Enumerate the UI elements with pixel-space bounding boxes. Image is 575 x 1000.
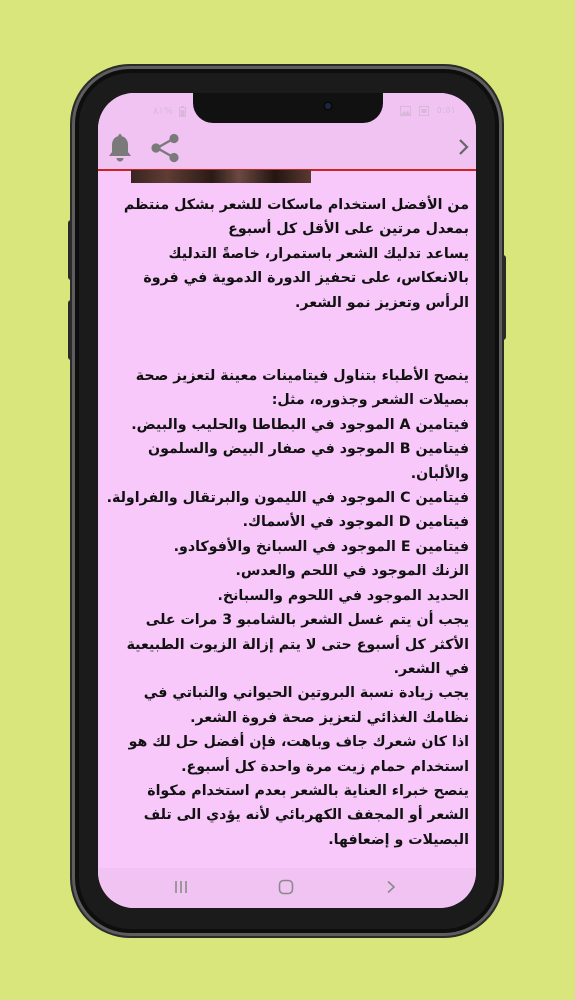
article-line: فيتامين B الموجود في صفار البيض والسلمون والألبان. bbox=[148, 441, 469, 482]
status-right bbox=[400, 105, 456, 116]
article-line: فيتامين C الموجود في الليمون والبرتقال والفراولة. bbox=[106, 490, 469, 507]
back-icon[interactable] bbox=[385, 880, 397, 894]
article-line: فيتامين E الموجود في السبانخ والأفوكادو. bbox=[173, 538, 469, 555]
notch bbox=[193, 93, 383, 123]
article-line: ينصح خبراء العناية بالشعر بعدم استخدام مكواة الشعر أو المجفف الكهربائي لأنه يؤدي الى تلف البصيلات و إضعافها. bbox=[143, 782, 469, 848]
battery-icon bbox=[179, 106, 186, 117]
chevron-right-icon[interactable] bbox=[456, 137, 470, 157]
article-image bbox=[131, 170, 311, 183]
recent-apps-icon[interactable] bbox=[174, 880, 188, 894]
home-icon[interactable] bbox=[278, 879, 294, 895]
system-nav-bar bbox=[98, 868, 476, 908]
article-line: فيتامين A الموجود في البطاطا والحليب والبيض. bbox=[131, 416, 469, 433]
article-line: فيتامين D الموجود في الأسماك. bbox=[242, 514, 469, 531]
article-line: الحديد الموجود في اللحوم والسبانخ. bbox=[217, 587, 469, 604]
article-line: اذا كان شعرك جاف وباهت، فإن أفضل حل لك هو استخدام حمام زيت مرة واحدة كل أسبوع. bbox=[128, 734, 469, 775]
article-line: يساعد تدليك الشعر باستمرار، خاصةً التدليك بالانعكاس، على تحفيز الدورة الدموية في فروة الرأس وتعزيز نمو الشعر. bbox=[143, 245, 469, 311]
article-line: يجب أن يتم غسل الشعر بالشامبو 3 مرات على الأكثر كل أسبوع حتى لا يتم إزالة الزيوت الطبيعية في الشعر. bbox=[126, 612, 469, 677]
image-icon bbox=[400, 106, 411, 116]
article-line: يجب زيادة نسبة البروتين الحيواني والنباتي في نظامك الغذائي لتعزيز صحة فروة الشعر. bbox=[143, 685, 469, 726]
status-left bbox=[153, 106, 186, 117]
bell-icon[interactable] bbox=[106, 133, 134, 163]
clock-text: ٥:٥١ bbox=[436, 105, 456, 116]
front-camera bbox=[323, 101, 333, 111]
phone-screen bbox=[98, 93, 476, 908]
article-text bbox=[98, 185, 476, 865]
article-line: من الأفضل استخدام ماسكات للشعر بشكل منتظم بمعدل مرتين على الأقل كل أسبوع bbox=[123, 197, 469, 238]
share-icon[interactable] bbox=[148, 132, 182, 164]
battery-text: ٨١% bbox=[153, 106, 174, 117]
article-line: الزنك الموجود في اللحم والعدس. bbox=[235, 563, 469, 580]
app-toolbar bbox=[98, 127, 476, 171]
article-line: ينصح الأطباء بتناول فيتامينات معينة لتعزيز صحة بصيلات الشعر وجذوره، مثل: bbox=[135, 368, 469, 409]
notification-icon bbox=[419, 106, 429, 116]
paragraph-gap bbox=[103, 315, 469, 364]
